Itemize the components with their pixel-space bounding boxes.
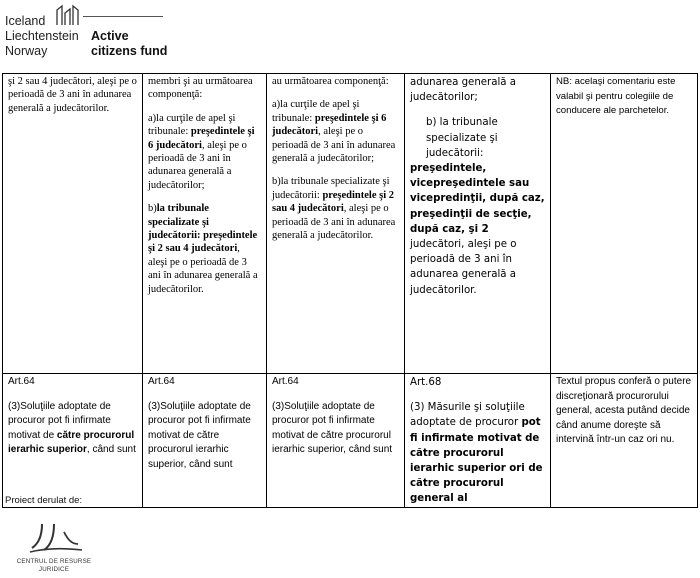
logo-rule [83, 16, 163, 17]
text-span: , când sunt [86, 444, 136, 455]
table-cell [143, 374, 267, 508]
cell-paragraph: (3)Soluţiile adoptate de procuror pot fi infirmate motivat de către procurorul ierarhic superior, când sunt [148, 400, 251, 470]
logo-country-iceland: Iceland [5, 14, 46, 28]
cell-paragraph-b [148, 202, 261, 296]
text-span: a)la curţile de apel şi tribunale: [272, 99, 360, 124]
table-cell [551, 374, 698, 508]
cell-text: şi 2 sau 4 judecători, aleşi pe o perioadă de 3 ani în adunarea generală a judecătorilor. [8, 76, 137, 114]
cell-paragraph-b [272, 175, 399, 242]
logo-countries [5, 14, 79, 59]
cell-paragraph [8, 400, 137, 458]
crj-logo [16, 520, 96, 578]
crj-org-line-2: JURIDICE [38, 565, 70, 573]
logo-fund-name [91, 29, 167, 59]
text-span: , aleşi pe o perioadă de 3 ani în adunarea generală a judecătorilor. [148, 243, 258, 295]
cell-paragraph-b [410, 161, 545, 298]
bold-text: preşedintele şi 2 sau 4 judecători [272, 189, 395, 215]
table-row [3, 374, 698, 508]
bold-text: preşedintele, vicepreşedintele sau vicepredinţii, după caz, preşedinţii de secţie, după caz, şi 2 [410, 163, 545, 235]
text-span: , aleşi pe o perioadă de 3 ani în adunarea generală a judecătorilor; [148, 139, 247, 191]
bold-text: la tribunale specializate şi judecătorii: [148, 203, 209, 242]
article-number: Art.68 [410, 377, 442, 388]
cell-paragraph-b-head: b) la tribunale specializate şi judecătorii: [426, 117, 498, 159]
table-cell [551, 74, 698, 374]
text-span: a)la curţile de apel şi tribunale: [148, 112, 236, 138]
text-span: b)la tribunale specializate şi judecătorii: [272, 176, 390, 201]
cell-intro: membri şi au următoarea componenţă: [148, 76, 253, 101]
project-label: Proiect derulat de: [5, 495, 83, 506]
table-cell [405, 374, 551, 508]
article-number: Art.64 [272, 376, 299, 387]
text-span: , aleşi pe o perioadă de 3 ani în adunarea generală a judecătorilor; [272, 126, 396, 165]
text-span: , aleşi pe o perioadă de 3 ani în adunarea generală a judecătorilor. [272, 203, 396, 242]
crj-org-line-1: CENTRUL DE RESURSE [16, 558, 92, 565]
cell-intro: au următoarea componenţă: [272, 76, 389, 87]
cell-text: NB: acelaşi comentariu este valabil şi pentru colegiile de conducere ale parchetelor. [556, 76, 676, 116]
comparison-table [2, 73, 698, 508]
crj-org-name [16, 558, 92, 573]
text-span: b) [148, 203, 157, 215]
logo-fund-line-2: citizens fund [91, 44, 168, 58]
table-cell [3, 374, 143, 508]
table-cell [143, 74, 267, 374]
cell-paragraph [410, 400, 545, 506]
table-cell [267, 374, 405, 508]
article-number: Art.64 [8, 376, 35, 387]
table-cell [3, 74, 143, 374]
bold-text: preşedintele şi 6 judecători [148, 126, 255, 151]
table-row [3, 74, 698, 374]
bold-text: către procurorul ierarhic superior [8, 429, 135, 455]
logo-fund-line-1: Active [91, 29, 129, 43]
text-span: (3)Soluţiile adoptate de procuror pot fi infirmate motivat de [8, 400, 111, 441]
cell-paragraph-a [148, 112, 261, 192]
table-cell [405, 74, 551, 374]
cell-text: Textul propus conferă o putere discreţionară procurorului general, acesta putând decide când anume doreşte să intervină într-un caz ori nu. [556, 376, 692, 445]
cell-paragraph: (3)Soluţiile adoptate de procuror pot fi infirmate motivat de către procurorul ierarhic superior, când sunt [272, 400, 393, 455]
cell-intro: adunarea generală a judecătorilor; [410, 77, 517, 104]
table-cell [267, 74, 405, 374]
logo-country-norway: Norway [5, 44, 48, 58]
bold-text: preşedintele şi 6 judecători [272, 112, 387, 138]
text-span: judecători, aleşi pe o perioadă de 3 ani în adunarea generală a judecătorilor. [410, 239, 517, 296]
logo-country-liechtenstein: Liechtenstein [5, 29, 79, 43]
active-citizens-fund-logo [5, 4, 175, 60]
bold-text: preşedintele şi 2 sau 4 judecători [148, 230, 258, 255]
text-span: (3) Măsurile şi soluţiile adoptate de procuror [410, 402, 525, 429]
article-number: Art.64 [148, 376, 175, 387]
bold-text: pot fi infirmate motivat de către procurorul ierarhic superior ori de către procurorul general al [410, 417, 543, 505]
cell-paragraph-a [272, 98, 399, 165]
crj-logo-mark-icon [24, 522, 84, 556]
